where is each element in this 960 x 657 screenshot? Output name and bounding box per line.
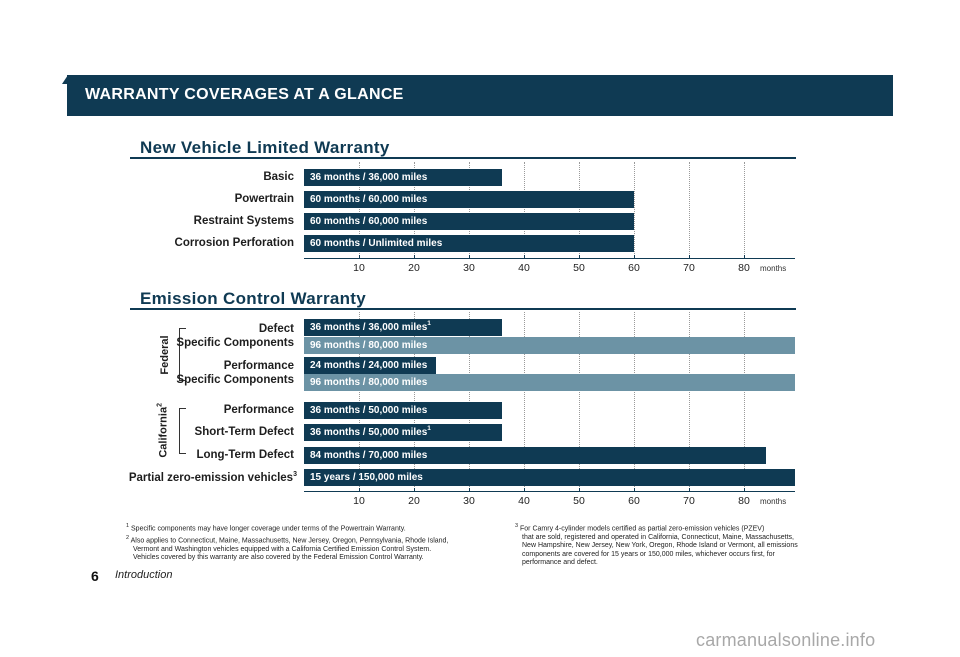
- bar-performance-96: [304, 374, 795, 391]
- axis-line: [304, 258, 795, 259]
- axis-tick-mark: [359, 488, 360, 492]
- bar-label: 84 months / 70,000 miles: [310, 450, 428, 461]
- bar-ca-performance: [304, 402, 502, 419]
- footnote-3: [515, 522, 798, 534]
- axis-tick-mark: [414, 488, 415, 492]
- bar-label: 36 months / 50,000 miles: [310, 427, 428, 438]
- axis-tick-label: 50: [573, 495, 585, 507]
- axis-tick-mark: [414, 255, 415, 259]
- row-label-long-term: Long-Term Defect: [196, 449, 294, 461]
- axis-tick-label: 70: [683, 495, 695, 507]
- footnotes-right: [515, 522, 798, 568]
- page-title: WARRANTY COVERAGES AT A GLANCE: [85, 86, 404, 103]
- axis-tick-label: 30: [463, 262, 475, 274]
- row-label-restraint: Restraint Systems: [193, 215, 294, 227]
- watermark: carmanualsonline.info: [696, 630, 876, 650]
- row-label-basic: Basic: [263, 171, 294, 183]
- gridline: [744, 162, 745, 258]
- footnote-3-line2: that are sold, registered and operated in California, Connecticut, Maine, Massachusetts,: [522, 533, 794, 541]
- section-name: Introduction: [115, 569, 173, 581]
- bar-label: 96 months / 80,000 miles: [310, 340, 428, 351]
- axis-tick-label: 40: [518, 495, 530, 507]
- axis-tick-label: 60: [628, 262, 640, 274]
- footnote-ref: 1: [427, 320, 431, 327]
- group-label-california-text: California: [157, 406, 170, 458]
- axis-tick-mark: [689, 488, 690, 492]
- bar-label: 15 years / 150,000 miles: [310, 472, 423, 483]
- bracket-california: [179, 408, 186, 454]
- emission-rule: [130, 308, 796, 310]
- axis-tick-label: 20: [408, 495, 420, 507]
- axis-tick-label: 70: [683, 262, 695, 274]
- footnote-2-line2: Vermont and Washington vehicles equipped with a California Certified Emission Control System.: [133, 545, 432, 553]
- bar-label: 36 months / 50,000 miles: [310, 405, 428, 416]
- bar-short-term: [304, 424, 502, 441]
- label-line1: Defect: [258, 323, 294, 335]
- footnote-ref: 1: [427, 425, 431, 432]
- bar-restraint: [304, 213, 634, 230]
- axis-tick-mark: [524, 488, 525, 492]
- footnote-3-line5: performance and defect.: [522, 559, 598, 567]
- axis-tick-mark: [579, 255, 580, 259]
- emission-title: Emission Control Warranty: [140, 289, 367, 308]
- bar-performance-24: [304, 357, 436, 374]
- label-line2: Specific Components: [176, 337, 294, 349]
- footnote-ref: 3: [293, 471, 297, 478]
- row-label-corrosion: Corrosion Perforation: [174, 237, 294, 249]
- bar-label: 36 months / 36,000 miles: [310, 322, 428, 333]
- bar-powertrain: [304, 191, 634, 208]
- row-label-defect-specific: [176, 322, 294, 350]
- axis-unit: months: [760, 497, 787, 506]
- gridline: [634, 162, 635, 258]
- group-label-california: [157, 395, 170, 465]
- page-number: 6: [91, 568, 99, 584]
- footnote-num: 3: [515, 523, 519, 529]
- bar-pzev: [304, 469, 795, 486]
- axis-tick-mark: [744, 255, 745, 259]
- axis-unit: months: [760, 264, 787, 273]
- group-label-federal-text: Federal: [159, 335, 171, 375]
- axis-tick-mark: [744, 488, 745, 492]
- bar-long-term: [304, 447, 766, 464]
- label-line2: Specific Components: [176, 374, 294, 386]
- axis-tick-mark: [689, 255, 690, 259]
- axis-tick-label: 10: [353, 262, 365, 274]
- bar-label: 60 months / 60,000 miles: [310, 216, 428, 227]
- bar-label: 60 months / Unlimited miles: [310, 238, 443, 249]
- bar-corrosion: [304, 235, 634, 252]
- axis-tick-mark: [634, 488, 635, 492]
- axis-tick-label: 80: [738, 262, 750, 274]
- label-text: Partial zero-emission vehicles: [128, 471, 294, 484]
- axis-tick-mark: [524, 255, 525, 259]
- bar-defect-96: [304, 337, 795, 354]
- footnote-num: 1: [126, 523, 130, 529]
- row-label-performance-specific: [176, 359, 294, 387]
- row-label-powertrain: Powertrain: [234, 193, 294, 205]
- axis-tick-label: 80: [738, 495, 750, 507]
- axis-tick-label: 40: [518, 262, 530, 274]
- bar-basic: [304, 169, 502, 186]
- group-label-federal: [159, 327, 171, 383]
- axis-tick-mark: [359, 255, 360, 259]
- axis-tick-label: 20: [408, 262, 420, 274]
- footnote-2-line3: Vehicles covered by this warranty are also covered by the Federal Emission Control Warranty.: [133, 554, 424, 562]
- row-label-ca-performance: Performance: [223, 404, 294, 416]
- axis-tick-label: 30: [463, 495, 475, 507]
- footnote-text: Also applies to Connecticut, Maine, Massachusetts, New Jersey, Oregon, Pennsylvania, Rhode Island,: [130, 537, 449, 545]
- axis-tick-mark: [469, 488, 470, 492]
- footnotes-left: [126, 522, 448, 563]
- axis-tick-label: 10: [353, 495, 365, 507]
- axis-tick-mark: [634, 255, 635, 259]
- gridline: [689, 162, 690, 258]
- row-label-pzev: [129, 471, 297, 484]
- row-label-short-term: Short-Term Defect: [194, 426, 294, 438]
- footnote-2: [126, 534, 448, 546]
- axis-tick-mark: [469, 255, 470, 259]
- bar-label: 36 months / 36,000 miles: [310, 172, 428, 183]
- footnote-ref: 2: [156, 403, 164, 407]
- label-line1: Performance: [223, 360, 294, 372]
- axis-tick-label: 50: [573, 262, 585, 274]
- bar-label: 24 months / 24,000 miles: [310, 360, 428, 371]
- footnote-num: 2: [126, 534, 130, 541]
- footnote-text: For Camry 4-cylinder models certified as partial zero-emission vehicles (PZEV): [520, 525, 765, 533]
- new-vehicle-rule: [130, 157, 796, 159]
- footnote-text: Specific components may have longer coverage under terms of the Powertrain Warranty.: [131, 525, 406, 533]
- axis-line: [304, 491, 795, 492]
- bar-defect-36: [304, 319, 502, 336]
- axis-tick-label: 60: [628, 495, 640, 507]
- footnote-3-line3: New Hampshire, New Jersey, New York, Oregon, Rhode Island or Vermont, all emissions: [522, 542, 798, 550]
- footnote-1: [126, 522, 448, 534]
- footnote-3-line4: components are covered for 15 years or 150,000 miles, whichever occurs first, for: [522, 550, 775, 558]
- header-banner: [67, 75, 893, 116]
- bar-label: 96 months / 80,000 miles: [310, 377, 428, 388]
- new-vehicle-title: New Vehicle Limited Warranty: [140, 138, 390, 157]
- bar-label: 60 months / 60,000 miles: [310, 194, 428, 205]
- axis-tick-mark: [579, 488, 580, 492]
